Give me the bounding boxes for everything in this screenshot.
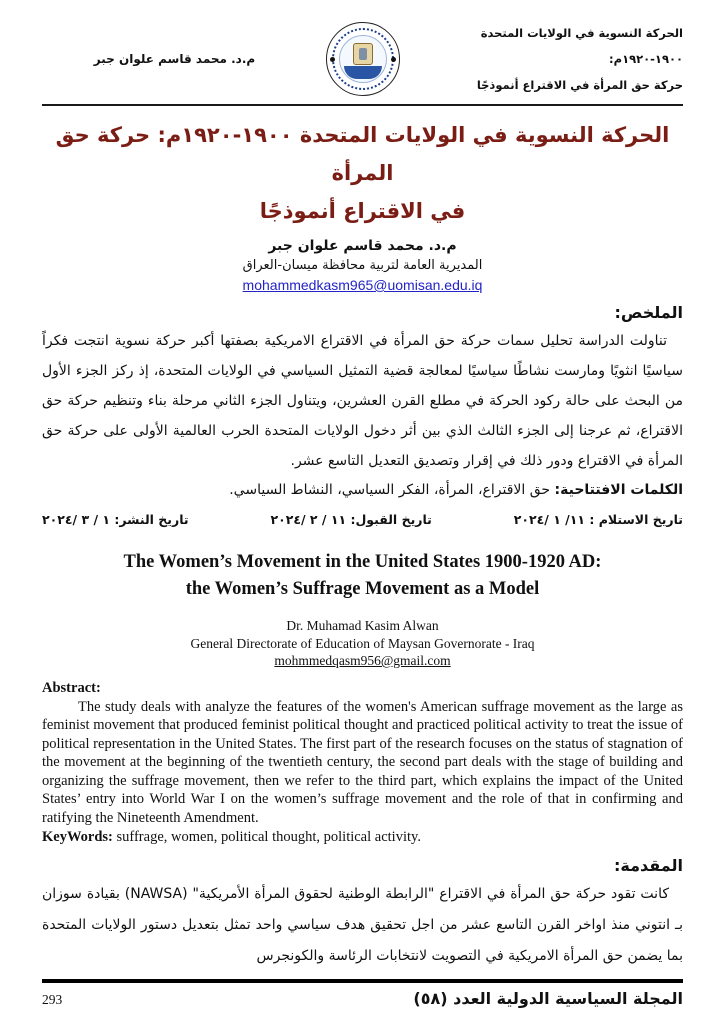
header-divider [42, 104, 683, 106]
emblem-wave-shape [344, 66, 382, 79]
abstract-paragraph-english: The study deals with analyze the features of the women's American suffrage movement as the large as feminist movement that produced feminist political thought and practiced political activity to treat the issue of political representation in the United States. The first part of the research focuses on the status of stagnation of the movement at the beginning of the twentieth century, the second part deals with the stage of building and organizing the suffrage movement, then we refer to the third part, which explains the impact of the United States’ entry into World War I on the women’s suffrage movement and the role of that in confirming and ratifying the Nineteenth Amendment. [42, 698, 683, 827]
emblem-shield-icon [353, 43, 373, 65]
running-title [418, 20, 683, 98]
keywords-text-arabic: حق الاقتراع، المرأة، الفكر السياسي، النشاط السياسي. [229, 482, 555, 498]
article-dates-row [42, 512, 683, 527]
author-name-english: Dr. Muhamad Kasim Alwan [286, 618, 439, 633]
page-number: 293 [42, 992, 63, 1007]
abstract-heading-arabic: الملخص: [614, 303, 683, 322]
page-header [42, 20, 683, 98]
abstract-heading-english: Abstract: [42, 679, 101, 696]
article-title-english-line1: The Women’s Movement in the United States 1900-1920 AD: [123, 552, 602, 572]
date-accepted: تاريخ القبول: ١١ / ٢ /٢٠٢٤ [270, 512, 432, 527]
author-block-english [42, 617, 683, 670]
article-title-arabic [42, 116, 683, 230]
keywords-label-english: KeyWords: [42, 828, 113, 845]
author-email-row [42, 277, 683, 293]
author-affiliation-english: General Directorate of Education of Maysan Governorate - Iraq [190, 635, 535, 651]
running-title-line1: الحركة النسوية في الولايات المتحدة ١٩٠٠-١٩٢٠م: [480, 26, 683, 66]
author-email-link[interactable]: mohammedkasm965@uomisan.edu.iq [242, 277, 483, 293]
author-email-english-link[interactable]: mohmmedqasm956@gmail.com [274, 653, 451, 668]
date-received: تاريخ الاستلام : ١١/ ١ /٢٠٢٤ [513, 512, 683, 527]
journal-title: المجلة السياسية الدولية العدد (٥٨) [413, 989, 683, 1008]
university-emblem-logo [326, 22, 400, 96]
article-title-english-line2: the Women’s Suffrage Movement as a Model [185, 579, 540, 599]
article-title-arabic-line1: الحركة النسوية في الولايات المتحدة ١٩٠٠-١٩٢٠م: حركة حق المرأة [55, 123, 670, 185]
abstract-paragraph-arabic: تناولت الدراسة تحليل سمات حركة حق المرأة في الاقتراع الامريكية بصفتها أكبر حركة نسوية انتجت فكراً سياسيًا انثويًا ومارست نشاطًا سياسيًا لمعالجة قضية التمثيل السياسي في الولايات المتحدة، إذ ركز الجزء الأول من البحث على حالة ركود الحركة في مطلع القرن العشرين، ويتناول الجزء الثاني مرحلة بناء وتنظيم حركة حق الاقتراع، ثم عرجنا إلى الجزء الثالث الذي بين أثر دخول الولايات المتحدة الحرب العالمية الأولى على حركة حق المرأة في الاقتراع ودور ذلك في إقرار وتصديق التعديل التاسع عشر. [42, 333, 683, 469]
introduction-paragraph: كانت تقود حركة حق المرأة في الاقتراع "الرابطة الوطنية لحقوق المرأة الأمريكية" (NAWSA) بقيادة سوزان بـ انتوني منذ اواخر القرن التاسع عشر من اجل تحقيق هدف سياسي واحد تمثل بتعديل دستور الولايات المتحدة بما يضمن حق المرأة الامريكية في التصويت لانتخابات الرئاسة والكونجرس [42, 886, 683, 965]
author-affiliation-arabic: المديرية العامة لتربية محافظة ميسان-العراق [242, 258, 483, 273]
keywords-line-english [42, 828, 683, 847]
article-title-english [42, 549, 683, 603]
emblem-dot-right [391, 57, 396, 62]
keywords-label-arabic: الكلمات الافتتاحية: [554, 482, 683, 498]
date-published: تاريخ النشر: ١ / ٣ /٢٠٢٤ [42, 512, 189, 527]
keywords-text-english: suffrage, women, political thought, political activity. [112, 828, 421, 845]
emblem-dot-left [330, 57, 335, 62]
author-name-arabic: م.د. محمد قاسم علوان جبر [268, 238, 457, 254]
running-title-line2: حركة حق المرأة في الاقتراع أنموذجًا [476, 78, 683, 92]
page-footer [42, 979, 683, 1008]
article-title-arabic-line2: في الاقتراع أنموذجًا [259, 199, 466, 223]
running-author: م.د. محمد قاسم علوان جبر [93, 52, 256, 66]
emblem-inner-circle [339, 35, 387, 83]
introduction-heading: المقدمة: [614, 856, 683, 876]
keywords-line-arabic [42, 476, 683, 504]
